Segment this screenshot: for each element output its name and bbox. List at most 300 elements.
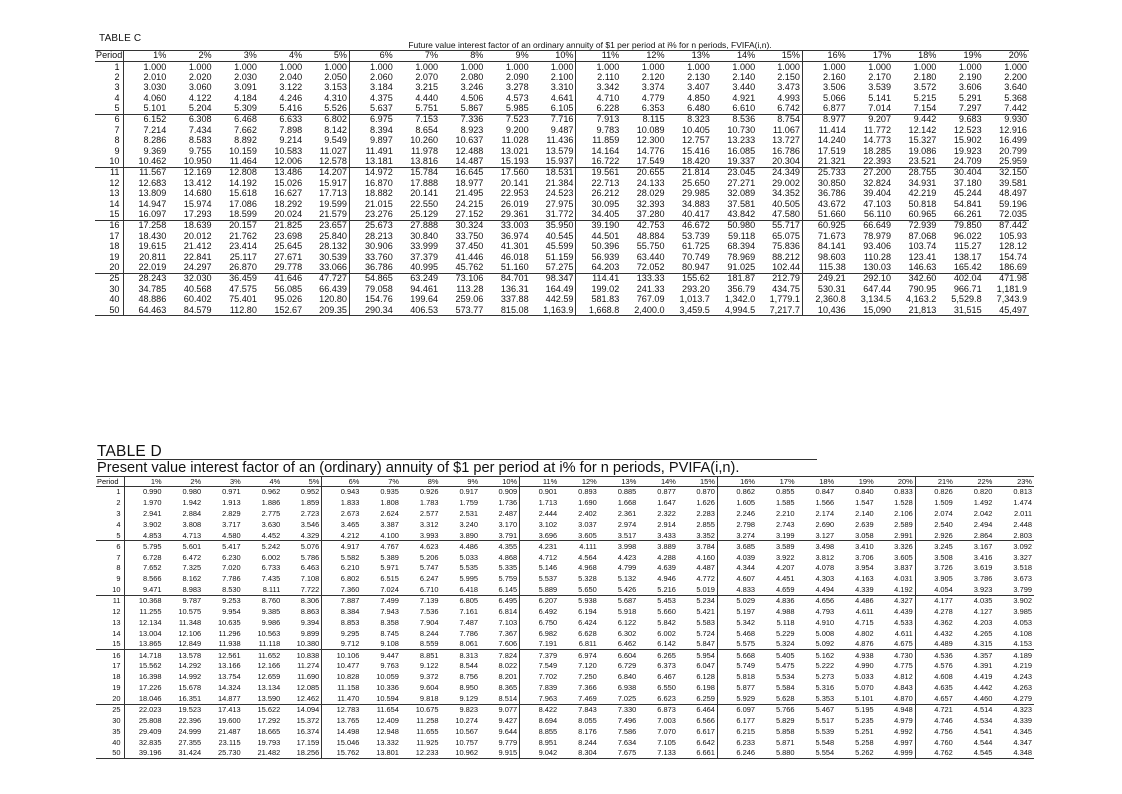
factor-cell: 6.122: [617, 617, 637, 627]
factor-cell: 3.465: [322, 519, 362, 530]
period-cell: 6: [116, 541, 121, 551]
factor-cell: 293.20: [682, 283, 710, 294]
factor-cell: 22.841: [183, 252, 212, 262]
factor-cell: 4.315: [955, 639, 995, 650]
factor-cell: 1.783: [419, 498, 439, 508]
factor-cell: 10.477: [322, 661, 362, 672]
factor-cell: 1,779.1: [769, 294, 800, 305]
factor-cell: 19.337: [712, 157, 757, 168]
factor-cell: 8.306: [300, 596, 320, 606]
factor-cell: 4.310: [324, 93, 347, 104]
factor-cell: 120.80: [319, 294, 347, 305]
factor-cell: 7.904: [419, 617, 439, 627]
factor-cell: 34.352: [772, 188, 800, 199]
factor-cell: 154.74: [999, 252, 1027, 262]
factor-cell: 5.867: [440, 104, 485, 115]
factor-cell: 6.975: [349, 114, 394, 125]
factor-cell: 22.023: [124, 704, 164, 715]
factor-cell: 1,342.0: [724, 294, 756, 305]
table-row: [96, 563, 1034, 574]
factor-cell: 6.233: [717, 737, 757, 748]
factor-cell: 5.601: [182, 541, 202, 551]
period-cell: 16: [109, 220, 120, 231]
factor-cell: 23.115: [218, 737, 241, 747]
factor-cell: 20.024: [259, 210, 304, 221]
factor-cell: 5.146: [520, 563, 560, 574]
factor-cell: 43.672: [802, 199, 847, 210]
factor-cell: 2.011: [1013, 509, 1032, 518]
factor-cell: 3.605: [894, 552, 913, 562]
period-cell: 11: [112, 596, 121, 606]
factor-cell: 9.779: [498, 737, 518, 747]
table-row: [96, 574, 1034, 585]
factor-cell: 45.599: [545, 241, 574, 252]
table-row: [96, 715, 1034, 726]
factor-cell: 9.644: [498, 726, 518, 736]
factor-cell: 7.434: [188, 125, 212, 135]
factor-cell: 14.947: [123, 199, 168, 210]
factor-cell: 13.809: [123, 189, 168, 200]
factor-cell: 5.749: [717, 661, 757, 672]
factor-cell: 31,515: [953, 305, 982, 315]
rate-header: 9%: [485, 51, 530, 62]
factor-cell: 3.342: [576, 83, 621, 94]
rate-header: 7%: [395, 51, 440, 62]
factor-cell: 6.873: [657, 705, 676, 715]
factor-cell: 4.541: [973, 726, 993, 736]
factor-cell: 64.463: [123, 305, 168, 316]
factor-cell: 10.838: [296, 650, 320, 660]
factor-cell: 6.633: [279, 114, 303, 125]
factor-cell: 4.163: [855, 574, 874, 584]
factor-cell: 6.424: [578, 617, 597, 627]
factor-cell: 37.581: [727, 199, 756, 209]
factor-cell: 11.470: [322, 693, 362, 704]
factor-cell: 14.776: [636, 146, 665, 156]
period-cell: 25: [109, 273, 120, 284]
factor-cell: 21,813: [908, 305, 937, 315]
factor-cell: 26.870: [214, 263, 259, 274]
factor-cell: 7.887: [322, 595, 362, 606]
factor-cell: 5.724: [696, 628, 715, 638]
factor-cell: 3.539: [868, 82, 892, 93]
factor-cell: 5.747: [419, 563, 439, 573]
factor-cell: 17.713: [319, 188, 347, 199]
factor-cell: 1.970: [124, 497, 164, 508]
factor-cell: 9.787: [182, 596, 202, 606]
factor-cell: 1.808: [380, 498, 399, 508]
factor-cell: 4,163.2: [906, 294, 937, 305]
factor-cell: 3.506: [802, 83, 847, 94]
factor-cell: 115.27: [954, 241, 982, 252]
factor-cell: 4.533: [894, 617, 913, 627]
factor-cell: 5.235: [855, 715, 874, 725]
factor-cell: 14.192: [229, 178, 257, 188]
factor-cell: 13.004: [124, 628, 164, 639]
factor-cell: 17.226: [124, 683, 164, 694]
factor-cell: 164.49: [545, 283, 574, 294]
factor-cell: 1.942: [182, 498, 202, 508]
factor-cell: 3.902: [1013, 596, 1032, 606]
factor-cell: 2.040: [279, 72, 303, 82]
factor-cell: 4.534: [973, 715, 993, 725]
factor-cell: 14.240: [802, 136, 847, 147]
factor-cell: 60.965: [893, 210, 938, 221]
factor-cell: 3.685: [717, 541, 757, 552]
factor-cell: 3.786: [973, 574, 993, 584]
factor-cell: 4.391: [973, 661, 993, 671]
factor-cell: 0.943: [322, 487, 362, 498]
factor-cell: 0.855: [775, 487, 795, 497]
factor-cell: 8.745: [380, 628, 399, 638]
factor-cell: 5.216: [638, 585, 678, 596]
factor-cell: 8.365: [498, 683, 518, 693]
factor-cell: 10.159: [229, 146, 257, 156]
factor-cell: 8.760: [261, 596, 281, 606]
factor-cell: 45.244: [953, 188, 982, 199]
factor-cell: 39.404: [863, 188, 892, 199]
factor-cell: 66.261: [938, 210, 983, 221]
factor-cell: 7.133: [657, 748, 676, 758]
factor-cell: 51.160: [485, 263, 530, 274]
factor-cell: 9.253: [222, 596, 241, 606]
factor-cell: 87.442: [999, 220, 1027, 231]
factor-cell: 11.348: [178, 617, 202, 627]
rate-header: 15%: [757, 51, 802, 62]
factor-cell: 5.421: [696, 607, 715, 617]
factor-cell: 6.002: [657, 628, 676, 638]
factor-cell: 21.487: [217, 726, 241, 736]
factor-cell: 8.201: [498, 672, 518, 682]
factor-cell: 790.95: [908, 283, 937, 294]
factor-cell: 10.336: [376, 683, 399, 693]
factor-cell: 1.713: [520, 497, 560, 508]
factor-cell: 6.207: [520, 595, 560, 606]
factor-cell: 4.611: [855, 607, 874, 617]
factor-cell: 1.886: [261, 498, 281, 508]
rate-header: 14%: [712, 51, 757, 62]
factor-cell: 8.304: [578, 748, 597, 758]
table-row: [95, 93, 1029, 104]
factor-cell: 4.760: [915, 737, 955, 748]
factor-cell: 181.87: [727, 273, 756, 284]
factor-cell: 2.020: [188, 72, 212, 82]
factor-cell: 15,090: [863, 305, 892, 315]
factor-cell: 8.566: [124, 574, 164, 585]
factor-cell: 22.713: [576, 178, 621, 189]
factor-cell: 5.416: [259, 104, 304, 115]
factor-cell: 0.971: [222, 487, 241, 497]
factor-cell: 8.384: [322, 606, 362, 617]
factor-cell: 0.813: [1013, 487, 1032, 497]
factor-cell: 767.09: [636, 294, 665, 305]
factor-cell: 72.052: [621, 263, 666, 274]
factor-cell: 2.884: [182, 509, 202, 518]
period-cell: 2: [116, 498, 121, 508]
factor-cell: 20.141: [500, 178, 529, 188]
factor-cell: 30.324: [455, 220, 484, 231]
factor-cell: 1.000: [234, 61, 257, 72]
factor-cell: 2.042: [973, 509, 993, 518]
factor-cell: 20.012: [183, 231, 212, 241]
factor-cell: 9.369: [123, 146, 168, 157]
factor-cell: 30.850: [802, 178, 847, 189]
factor-cell: 2.829: [222, 509, 241, 518]
factor-cell: 84.701: [500, 273, 529, 284]
period-cell: 50: [109, 305, 120, 315]
factor-cell: 5.066: [802, 93, 847, 104]
factor-cell: 32.150: [999, 167, 1027, 178]
factor-cell: 6.468: [234, 114, 257, 125]
factor-cell: 15.026: [274, 178, 303, 188]
table-row: [95, 178, 1029, 189]
table-row: [95, 62, 1029, 73]
factor-cell: 5.162: [815, 650, 835, 660]
factor-cell: 19.599: [319, 199, 347, 209]
factor-cell: 11.258: [416, 715, 439, 725]
factor-cell: 4.656: [815, 596, 835, 606]
factor-cell: 32.835: [124, 737, 164, 748]
factor-cell: 36.786: [349, 263, 394, 274]
factor-cell: 9.447: [380, 650, 399, 660]
factor-cell: 12.808: [229, 167, 257, 178]
factor-cell: 5.535: [459, 563, 479, 573]
factor-cell: 3.837: [894, 563, 913, 573]
factor-cell: 9.295: [322, 628, 362, 639]
factor-cell: 5.786: [300, 552, 320, 562]
factor-cell: 7.702: [520, 672, 560, 683]
factor-cell: 42.219: [908, 188, 937, 199]
factor-cell: 5.971: [380, 563, 399, 573]
factor-cell: 1.509: [915, 497, 955, 508]
factor-cell: 5.582: [322, 552, 362, 563]
factor-cell: 63.440: [636, 252, 665, 262]
factor-cell: 5.426: [599, 585, 639, 596]
factor-cell: 11.772: [863, 125, 892, 135]
factor-cell: 3.726: [915, 563, 955, 574]
factor-cell: 22.393: [848, 157, 893, 168]
factor-cell: 5.132: [617, 574, 637, 584]
factor-cell: 21.482: [257, 748, 281, 758]
factor-cell: 5,529.8: [951, 294, 982, 305]
factor-cell: 8.863: [300, 607, 320, 617]
period-cell: 11: [110, 167, 120, 178]
factor-cell: 5.389: [380, 552, 399, 562]
factor-cell: 1,668.8: [576, 305, 621, 316]
table-row: [96, 541, 1034, 552]
factor-cell: 35.950: [545, 220, 574, 231]
factor-cell: 9.897: [349, 136, 394, 147]
factor-cell: 27.152: [440, 210, 485, 221]
factor-cell: 4.921: [732, 93, 756, 104]
factor-cell: 4.514: [973, 705, 993, 715]
factor-cell: 5.033: [855, 672, 874, 682]
factor-cell: 1.000: [188, 61, 212, 72]
factor-cell: 5.342: [717, 617, 757, 628]
factor-cell: 7.496: [617, 715, 637, 725]
factor-cell: 7.606: [480, 639, 520, 650]
factor-cell: 2.974: [617, 519, 637, 529]
factor-cell: 6.472: [182, 552, 202, 562]
factor-cell: 1.547: [855, 498, 874, 508]
factor-cell: 4.451: [775, 574, 795, 584]
factor-cell: 12.916: [999, 125, 1027, 135]
factor-cell: 5.583: [696, 617, 715, 627]
factor-cell: 23.276: [349, 210, 394, 221]
factor-cell: 12.085: [296, 683, 320, 693]
factor-cell: 5.858: [775, 726, 795, 736]
factor-cell: 6.259: [678, 693, 718, 704]
table-row: [95, 167, 1029, 178]
factor-cell: 4.876: [836, 639, 876, 650]
table-c: [95, 50, 1029, 316]
factor-cell: 8.951: [520, 737, 560, 748]
factor-cell: 5.101: [123, 104, 168, 115]
factor-cell: 14.487: [440, 157, 485, 168]
factor-cell: 16.722: [576, 157, 621, 168]
factor-cell: 4.836: [775, 596, 795, 606]
table-row: [96, 628, 1034, 639]
factor-cell: 5.829: [775, 715, 795, 725]
factor-cell: 4.659: [757, 585, 797, 596]
factor-cell: 23.698: [274, 231, 303, 241]
factor-cell: 6.230: [222, 552, 241, 562]
factor-cell: 11.938: [203, 639, 243, 650]
factor-cell: 5.517: [815, 715, 835, 725]
factor-cell: 1,013.7: [679, 294, 710, 305]
factor-cell: 1.474: [1013, 498, 1032, 508]
factor-cell: 6.495: [498, 596, 518, 606]
factor-cell: 21.015: [349, 199, 394, 210]
factor-cell: 4.812: [894, 672, 913, 682]
factor-cell: 2.060: [349, 72, 394, 83]
factor-cell: 15.372: [296, 715, 320, 725]
table-row: [96, 726, 1034, 737]
factor-cell: 3.407: [687, 82, 710, 93]
rate-header: 15%: [678, 477, 718, 487]
factor-cell: 11.655: [416, 726, 439, 736]
rate-header: 9%: [441, 477, 481, 487]
factor-cell: 9.899: [300, 628, 320, 638]
factor-cell: 10.462: [123, 157, 168, 168]
factor-cell: 10.059: [376, 672, 399, 682]
factor-cell: 1.000: [576, 62, 621, 73]
factor-cell: 13.233: [727, 135, 756, 146]
factor-cell: 581.83: [576, 295, 621, 306]
rate-header: 20%: [876, 477, 916, 487]
factor-cell: 87.068: [908, 231, 937, 241]
factor-cell: 6.145: [480, 585, 520, 596]
factor-cell: 4.715: [855, 617, 874, 627]
factor-cell: 13.134: [257, 683, 281, 693]
table-row: [96, 606, 1034, 617]
factor-cell: 8.142: [324, 125, 347, 135]
period-cell: 20: [96, 693, 124, 704]
factor-cell: 471.98: [999, 273, 1027, 284]
factor-cell: 3.812: [815, 552, 835, 562]
factor-cell: 45.762: [440, 263, 485, 274]
factor-cell: 5.668: [717, 650, 757, 661]
period-cell: 14: [112, 628, 121, 638]
factor-cell: 15.562: [124, 661, 164, 672]
factor-cell: 4.303: [815, 574, 835, 584]
table-row: [96, 552, 1034, 563]
factor-cell: 4.635: [915, 683, 955, 694]
factor-cell: 22.550: [410, 199, 439, 209]
factor-cell: 8.853: [322, 617, 362, 628]
table-row: [96, 508, 1034, 519]
factor-cell: 2.798: [717, 519, 757, 530]
factor-cell: 84.579: [183, 305, 212, 315]
factor-cell: 6.938: [617, 683, 637, 693]
factor-cell: 9.122: [419, 661, 439, 671]
factor-cell: 6.418: [441, 585, 481, 596]
factor-cell: 5.258: [855, 737, 874, 747]
factor-cell: 61.725: [682, 241, 710, 252]
table-row: [95, 284, 1029, 295]
factor-cell: 1.000: [802, 62, 847, 73]
factor-cell: 7,343.9: [996, 294, 1027, 305]
factor-cell: 10.380: [282, 639, 322, 650]
factor-cell: 34.785: [123, 284, 168, 295]
factor-cell: 4.607: [717, 574, 757, 585]
table-row: [96, 683, 1034, 694]
factor-cell: 4.833: [717, 585, 757, 596]
factor-cell: 9.427: [498, 715, 518, 725]
factor-cell: 20.304: [757, 157, 802, 168]
table-row: [95, 220, 1029, 231]
factor-cell: 6.728: [124, 552, 164, 563]
factor-cell: 6.802: [322, 574, 362, 585]
factor-cell: 6.047: [696, 661, 715, 671]
factor-cell: 3.199: [757, 530, 797, 541]
factor-cell: 75.401: [229, 294, 257, 305]
factor-cell: 48.886: [123, 295, 168, 306]
table-row: [96, 737, 1034, 748]
factor-cell: 12.488: [455, 146, 484, 156]
factor-cell: 4.078: [815, 563, 835, 573]
factor-cell: 3.060: [188, 82, 212, 93]
factor-cell: 17.159: [296, 737, 320, 747]
factor-cell: 8.055: [578, 715, 597, 725]
table-row: [96, 617, 1034, 628]
factor-cell: 10.106: [322, 650, 362, 661]
factor-cell: 9.783: [576, 125, 621, 136]
factor-cell: 3.640: [1004, 82, 1027, 93]
factor-cell: 13.754: [217, 672, 241, 682]
factor-cell: 11.118: [243, 639, 283, 650]
factor-cell: 4.031: [894, 574, 913, 584]
factor-cell: 24.999: [178, 726, 202, 736]
factor-cell: 3.058: [836, 530, 876, 541]
factor-cell: 13.816: [395, 157, 440, 168]
factor-cell: 9.487: [550, 125, 574, 135]
factor-cell: 7.634: [617, 737, 637, 747]
factor-cell: 63.249: [410, 273, 439, 284]
factor-cell: 24.349: [772, 167, 800, 178]
factor-cell: 4.419: [973, 672, 993, 682]
factor-cell: 47.575: [229, 283, 257, 294]
factor-cell: 4.153: [994, 639, 1034, 650]
factor-cell: 4.968: [578, 563, 597, 573]
rate-header: 2%: [164, 477, 204, 487]
factor-cell: 30.095: [576, 199, 621, 210]
factor-cell: 4.779: [641, 93, 665, 104]
period-cell: 5: [95, 104, 123, 115]
factor-cell: 46.018: [500, 252, 529, 262]
factor-cell: 3.102: [520, 519, 560, 530]
factor-cell: 1.000: [415, 61, 439, 72]
